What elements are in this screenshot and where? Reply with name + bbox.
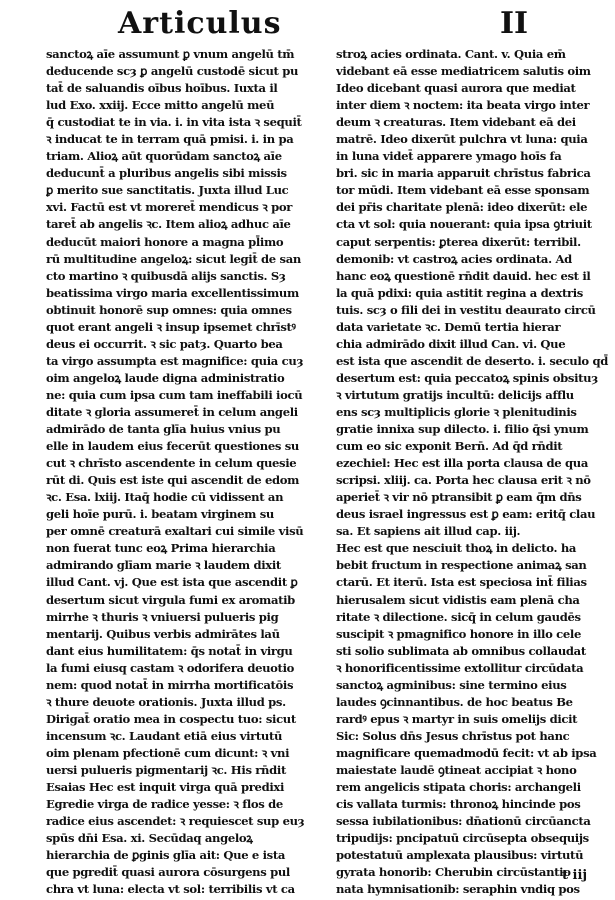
- right-column-line: in luna videt̄ apparere ymago hoīs fa: [336, 149, 562, 164]
- right-column-line: videbant eā esse mediatricem salutis oim: [336, 64, 591, 79]
- left-column-line: beatissima virgo maria excellentissimum: [46, 285, 299, 300]
- left-column-line: Dirigat̄ oratio mea in cospectu tuo: sicut: [46, 711, 296, 726]
- left-column-line: deducunt̄ a pluribus angelis sibi missis: [46, 166, 287, 181]
- left-column-line: sanctoꝝ aīe assumunt ꝑ vnum angelū tm̄: [46, 47, 295, 61]
- left-column-line: ꝑ merito sue sanctitatis. Juxta illud Luc: [46, 183, 289, 198]
- left-column-line: deducende scȝ ꝑ angelū custodē sicut pu: [46, 64, 299, 79]
- right-column-line: laudes ꝯcinnantibus. de hoc beatus Be: [336, 694, 573, 709]
- right-column-line: tor mūdi. Item videbant eā esse sponsam: [336, 183, 590, 198]
- right-column-line: hanc eoꝝ questionē rn̄dit dauid. hec est il: [336, 268, 591, 283]
- right-column-line: matrē. Ideo dixerūt pulchra vt luna: quia: [336, 132, 588, 147]
- right-column-line: est ista que ascendit de deserto. i. seculo qd̄: [336, 353, 609, 368]
- left-column-line: ꝛc. Esa. lxiij. Itaq̄ hodie cū vidissent an: [46, 490, 284, 505]
- left-column-line: elle in laudem eius fecerūt questiones su: [46, 439, 300, 454]
- left-column-line: q̄ custodiat te in via. i. in vita ista ꝛ sequit̄: [46, 115, 302, 130]
- left-column-line: obtinuit honorē sup omnes: quia omnes: [46, 302, 292, 317]
- left-column-line: hierarchia de ꝑginis glīa ait: Que e ista: [46, 848, 286, 863]
- left-column-line: non fuerat tunc eoꝝ Prima hierarchia: [46, 541, 276, 556]
- running-title: Articulus: [118, 6, 282, 41]
- left-column-line: tat̄ de saluandis oībus hoībus. Iuxta il: [46, 81, 278, 96]
- right-column-line: gyrata honorib: Cherubin circūstantio: [336, 865, 571, 880]
- right-column-line: sanctoꝝ agminibus: sine termino eius: [336, 677, 567, 692]
- right-column-line: stroꝝ acies ordinata. Cant. v. Quia em̄: [336, 47, 566, 61]
- right-column-line: rem angelicis stipata choris: archangeli: [336, 780, 581, 795]
- right-column-line: tripudijs: pncipatuū circūsepta obsequijs: [336, 831, 589, 846]
- left-column-line: ditate ꝛ gloria assumeret̄ in celum angeli: [46, 404, 298, 419]
- right-column-line: ens scȝ multiplicis glorie ꝛ plenitudinis: [336, 404, 577, 419]
- right-column-line: magnificare quemadmodū fecit: vt ab ipsa: [336, 745, 597, 760]
- left-column-line: deus ei occurrit. ꝛ sic patȝ. Quarto bea: [46, 336, 283, 351]
- right-column-line: caput serpentis: ꝑterea dixerūt: terribil.: [336, 234, 581, 249]
- right-column-line: ꝛ honorificentissime extollitur circūdata: [336, 660, 584, 675]
- right-column-line: maiestate laudē ꝯtineat accipiat ꝛ hono: [336, 762, 577, 777]
- right-column-line: rardꝰ epus ꝛ martyr in suis omelijs dicit: [336, 711, 578, 726]
- right-column-line: chia admirādo dixit illud Can. vi. Que: [336, 336, 566, 351]
- right-text-column: [336, 46, 610, 898]
- right-column-line: ꝛ virtutum gratijs incultū: delicijs afflu: [336, 387, 574, 402]
- right-column-line: sa. Et sapiens ait illud cap. iij.: [336, 524, 521, 539]
- left-column-line: rū multitudine angeloꝝ: sicut legit̄ de san: [46, 251, 301, 266]
- left-column-line: uersi pulueris pigmentarij ꝛc. His rn̄dit: [46, 762, 286, 777]
- right-column-line: potestatuū amplexata plausibus: virtutū: [336, 848, 584, 863]
- right-column-line: aperiet̄ ꝛ vir nō ptransibit ꝑ eam q̄m dn̄s: [336, 490, 582, 505]
- left-column-line: ta virgo assumpta est magnifice: quia cuȝ: [46, 353, 304, 368]
- left-column-line: xvi. Factū est vt moreret̄ mendicus ꝛ por: [46, 200, 293, 215]
- right-column-line: Sic: Solus dn̄s Jesus chrīstus pot hanc: [336, 728, 570, 743]
- left-column-line: Egredie virga de radice yesse: ꝛ flos de: [46, 797, 283, 812]
- right-column-line: tuis. scȝ o fili dei in vestitu deaurato circū: [336, 302, 596, 317]
- left-column-line: lud Exo. xxiij. Ecce mitto angelū meū: [46, 98, 275, 113]
- left-column-line: ꝛ inducat te in terram quā pmisi. i. in pa: [46, 132, 294, 147]
- left-column-line: oim angeloꝝ laude digna administratio: [46, 370, 285, 385]
- left-column-line: geli hoīe purū. i. beatam virginem su: [46, 507, 274, 522]
- left-text-column: [46, 46, 318, 898]
- right-column-line: ctarū. Et iterū. Ista est speciosa int̄ filias: [336, 575, 587, 590]
- right-column-line: ritate ꝛ dilectione. sicq̄ in celum gaudēs: [336, 609, 581, 624]
- right-column-line: demonib: vt castroꝝ acies ordinata. Ad: [336, 251, 572, 266]
- left-column-line: admirando glīam marie ꝛ laudem dixit: [46, 558, 281, 573]
- left-column-line: mentarij. Quibus verbis admirātes laū: [46, 626, 280, 641]
- left-column-line: Esaias Hec est inquit virga quā predixi: [46, 780, 284, 795]
- right-column-line: Hec est que nesciuit thoꝝ in delicto. ha: [336, 541, 577, 556]
- folio-number: II: [500, 6, 529, 41]
- right-column-line: scripsi. xliij. ca. Porta hec clausa erit ꝛ nō: [336, 473, 591, 488]
- left-column-line: admirādo de tanta glīa huius vnius pu: [46, 422, 281, 437]
- left-column-line: desertum sicut virgula fumi ex aromatib: [46, 592, 295, 607]
- left-column-line: incensum ꝛc. Laudant etiā eius virtutū: [46, 728, 283, 743]
- right-column-line: dei pr̄is charitate plenā: ideo dixerūt: ele: [336, 200, 588, 215]
- signature-mark: t iij: [562, 868, 588, 883]
- left-column-line: ꝛ thure deuote orationis. Juxta illud ps.: [46, 694, 286, 709]
- left-column-line: deducūt maiori honore a magna pl̄imo: [46, 234, 284, 249]
- right-column-line: hierusalem sicut vidistis eam plenā cha: [336, 592, 580, 607]
- right-column-line: sti solio sublimata ab omnibus collaudat: [336, 643, 586, 658]
- left-column-line: ne: quia cum ipsa cum tam ineffabili iocū: [46, 387, 303, 402]
- left-column-line: dant eius humilitatem: q̄s notat̄ in virgu: [46, 643, 293, 658]
- right-column-line: cum eo sic exponit Bern̄. Ad q̄d rn̄dit: [336, 439, 563, 454]
- left-column-line: rūt di. Quis est iste qui ascendit de edom: [46, 473, 300, 488]
- right-column-line: deum ꝛ creaturas. Item videbant eā dei: [336, 115, 576, 130]
- right-column-line: data varietate ꝛc. Demū tertia hierar: [336, 319, 561, 334]
- left-column-line: per omnē creaturā exaltari cui simile visū: [46, 524, 304, 539]
- right-column-line: Ideo dicebant quasi aurora que mediat: [336, 81, 576, 96]
- right-column-line: bebit fructum in respectione animaꝝ san: [336, 558, 587, 573]
- right-column-line: gratie innixa sup dilecto. i. filio q̄si ynum: [336, 422, 589, 437]
- left-column-line: cut ꝛ chrīsto ascendente in celum quesie: [46, 456, 297, 471]
- left-column-line: nem: quod notat̄ in mirrha mortificatōis: [46, 677, 294, 692]
- right-column-line: sessa iubilationibus: dn̄ationū circūancta: [336, 814, 591, 829]
- right-column-line: deus israel ingressus est ꝑ eam: eritq̄ clau: [336, 507, 596, 522]
- left-column-line: illud Cant. vj. Que est ista que ascendit ꝑ: [46, 575, 298, 590]
- right-column-line: ezechiel: Hec est illa porta clausa de qua: [336, 456, 589, 471]
- right-column-line: cta vt sol: quia nouerant: quia ipsa ꝯtriuit: [336, 217, 592, 232]
- left-column-line: que pgredit̄ quasi aurora cōsurgens pul: [46, 865, 290, 880]
- right-column-line: nata hymnisationib: seraphin vndiq pos: [336, 882, 580, 897]
- left-column-line: taret̄ ab angelis ꝛc. Item alioꝝ adhuc aīe: [46, 217, 291, 232]
- right-column-line: desertum est: quia peccatoꝝ spinis obsituȝ: [336, 370, 598, 385]
- right-column-line: bri. sic in maria apparuit chrīstus fabrica: [336, 166, 591, 181]
- left-column-line: la fumi eiusq castam ꝛ odorifera deuotio: [46, 660, 295, 675]
- left-column-line: quot erant angeli ꝛ insup ipsemet chrīstꝰ: [46, 319, 296, 334]
- left-column-line: oim plenam pfectionē cum dicunt: ꝛ vni: [46, 745, 290, 760]
- left-column-line: radice eius ascendet: ꝛ requiescet sup euȝ: [46, 814, 305, 829]
- left-column-line: chra vt luna: electa vt sol: terribilis vt ca: [46, 882, 295, 897]
- left-column-line: mirrhe ꝛ thuris ꝛ vniuersi pulueris pig: [46, 609, 279, 624]
- right-column-line: cis vallata turmis: thronoꝝ hincinde pos: [336, 797, 581, 812]
- right-column-line: la quā pdixi: quia astitit regina a dextris: [336, 285, 583, 300]
- left-column-line: triam. Alioꝝ aūt quorūdam sanctoꝝ aīe: [46, 149, 282, 164]
- left-column-line: spūs dn̄i Esa. xi. Secūdaq angeloꝝ: [46, 831, 253, 846]
- right-column-line: inter diem ꝛ noctem: ita beata virgo inter: [336, 98, 590, 113]
- right-column-line: suscipit ꝛ pmagnifico honore in illo cele: [336, 626, 581, 641]
- left-column-line: cto martino ꝛ quibusdā alijs sanctis. Sȝ: [46, 268, 286, 283]
